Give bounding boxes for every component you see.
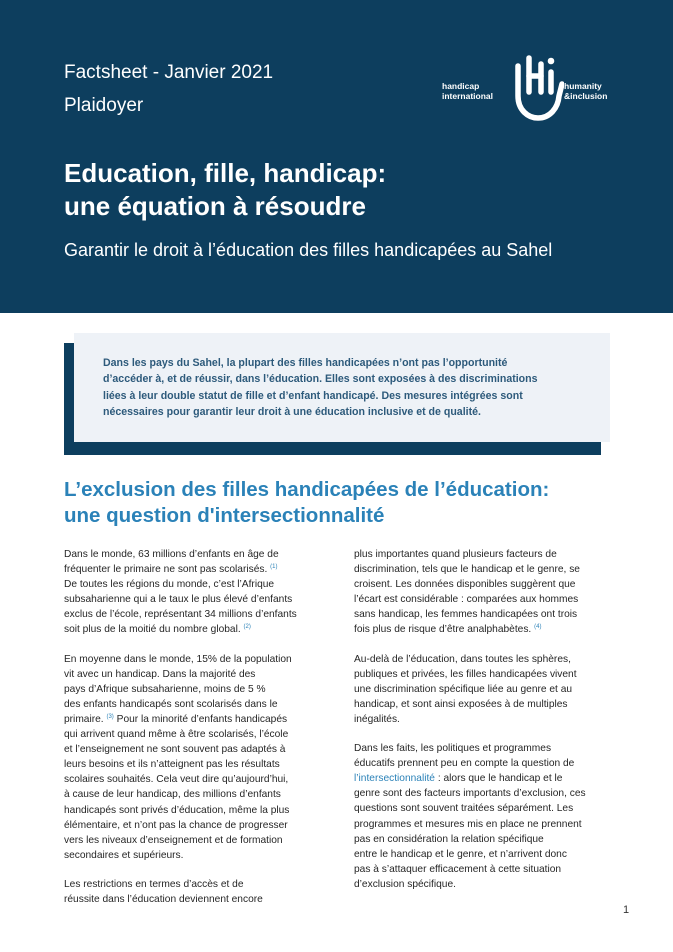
callout-line: nécessaires pour garantir leur droit à une éducation inclusive et de qualité. — [103, 405, 481, 418]
text-line: handicap, et sont ainsi exposées à de multiples — [354, 698, 568, 710]
page-subtitle: Garantir le droit à l’éducation des filles handicapées au Sahel — [64, 240, 553, 260]
text-fragment: fois plus de risque d’être analphabètes. — [354, 624, 535, 636]
text-line: sans handicap, les femmes handicapées ont trois — [354, 609, 578, 621]
text-fragment: soit plus de la moitié du nombre global. — [64, 624, 244, 636]
text-line: questions sont souvent traitées séparément. Les — [354, 803, 574, 815]
text-line: En moyenne dans le monde, 15% de la population — [64, 653, 292, 665]
text-line: une discrimination spécifique liée au genre et au — [354, 683, 573, 695]
text-line: élémentaire, et n’ont pas la chance de progresser — [64, 819, 288, 831]
text-line: leurs besoins et ils n’atteignent pas les résultats — [64, 759, 280, 771]
page-title-line-1: Education, fille, handicap: — [64, 158, 387, 188]
page-title — [64, 157, 484, 223]
text-line: croisent. Les données disponibles suggèrent que — [354, 579, 576, 591]
section-title-line-1: L’exclusion des filles handicapées de l’éducation: — [64, 478, 550, 501]
text-line: d’exclusion spécifique. — [354, 878, 456, 890]
logo-text-humanity: humanity — [564, 81, 602, 91]
text-line — [64, 622, 328, 637]
text-line: subsaharienne qui a le taux le plus élevé d’enfants — [64, 594, 293, 606]
logo-text-international: international — [442, 91, 494, 101]
callout-text — [103, 355, 582, 420]
text-line: discrimination, tels que le handicap et le genre, se — [354, 564, 580, 576]
text-fragment: fréquenter le primaire ne sont pas scolarisés. — [64, 564, 271, 576]
paragraph — [64, 877, 328, 907]
text-line: vit avec un handicap. Dans la majorité des — [64, 668, 256, 680]
text-line: réussite dans l’éducation deviennent encore — [64, 893, 263, 905]
text-line — [64, 562, 328, 577]
text-fragment: : alors que le handicap et le — [434, 773, 563, 785]
footnote-ref[interactable]: (3) — [106, 713, 114, 720]
section-title — [64, 477, 604, 529]
text-fragment: primaire. — [64, 713, 107, 725]
text-line: vers les niveaux d’enseignement et de formation — [64, 834, 283, 846]
page-number: 1 — [623, 904, 630, 916]
logo-text-handicap: handicap — [442, 81, 480, 91]
text-line: pas à s’attaquer efficacement à cette situation — [354, 863, 562, 875]
document-category: Plaidoyer — [64, 95, 144, 116]
text-line: exclus de l’école, représentant 34 millions d’enfants — [64, 609, 297, 621]
text-line — [354, 622, 622, 637]
text-line: scolaires souhaités. Cela veut dire qu’aujourd’hui, — [64, 774, 289, 786]
text-line: pays d’Afrique subsaharienne, moins de 5 % — [64, 683, 266, 695]
text-line: programmes et mesures mis en place ne prennent — [354, 818, 582, 830]
text-line: Dans le monde, 63 millions d’enfants en âge de — [64, 549, 279, 560]
paragraph — [64, 547, 328, 638]
callout-line: liées à leur double statut de fille et d’enfant handicapé. Des mesures intégrées sont — [103, 389, 523, 402]
text-line: qui arrivent quand même à être scolarisés, l’école — [64, 729, 289, 741]
text-line: publiques et privées, les filles handicapées vivent — [354, 668, 577, 680]
factsheet-date: Factsheet - Janvier 2021 — [64, 62, 274, 83]
hi-logo — [436, 50, 620, 126]
text-line — [354, 771, 622, 786]
text-line: éducatifs prennent peu en compte la question de — [354, 758, 575, 770]
text-line: handicapés sont privés d’éducation, même la plus — [64, 804, 290, 816]
text-line: inégalités. — [354, 713, 400, 725]
logo-text-inclusion: &inclusion — [564, 91, 608, 101]
paragraph — [354, 652, 622, 727]
text-line: pas en considération la relation spécifique — [354, 833, 544, 845]
text-line: entre le handicap et le genre, et n’arrivent donc — [354, 848, 567, 860]
header-banner — [0, 0, 673, 313]
text-line: Les restrictions en termes d’accès et de — [64, 878, 244, 890]
right-column — [354, 547, 622, 906]
text-line: genre sont des facteurs importants d’exclusion, ces — [354, 788, 586, 800]
text-fragment: Pour la minorité d’enfants handicapés — [113, 713, 288, 725]
logo-text-left — [442, 81, 493, 101]
text-line: et l’enseignement ne sont souvent pas adaptés à — [64, 744, 286, 756]
callout-line: d’accéder à, et de réussir, dans l’éducation. Elles sont exposées à des discriminations — [103, 373, 538, 386]
text-line: De toutes les régions du monde, c’est l’Afrique — [64, 579, 275, 591]
text-line: des enfants handicapés sont scolarisés dans le — [64, 698, 278, 710]
page-title-line-2: une équation à résoudre — [64, 191, 366, 221]
footnote-ref[interactable]: (2) — [243, 624, 251, 631]
text-line: secondaires et supérieurs. — [64, 849, 184, 861]
intersectionnalite-link[interactable]: l’intersectionnalité — [354, 773, 435, 785]
text-line: Dans les faits, les politiques et programmes — [354, 743, 552, 755]
paragraph — [64, 652, 328, 863]
text-line: plus importantes quand plusieurs facteurs de — [354, 549, 557, 560]
text-line: Au-delà de l’éducation, dans toutes les sphères, — [354, 653, 571, 665]
footnote-ref[interactable]: (4) — [534, 624, 542, 631]
logo-text-right — [564, 81, 607, 101]
paragraph — [354, 741, 622, 892]
text-line: l’écart est considérable : comparées aux hommes — [354, 594, 579, 606]
callout-line: Dans les pays du Sahel, la plupart des filles handicapées n’ont pas l’opportunité — [103, 357, 508, 369]
summary-callout — [74, 333, 610, 442]
hi-hand-logo-icon — [508, 52, 564, 122]
section-title-line-2: une question d'intersectionnalité — [64, 504, 385, 527]
footnote-ref[interactable]: (1) — [270, 564, 278, 571]
paragraph — [354, 547, 622, 638]
left-column — [64, 547, 328, 921]
text-line — [64, 712, 328, 727]
text-line: à cause de leur handicap, des millions d’enfants — [64, 789, 281, 801]
